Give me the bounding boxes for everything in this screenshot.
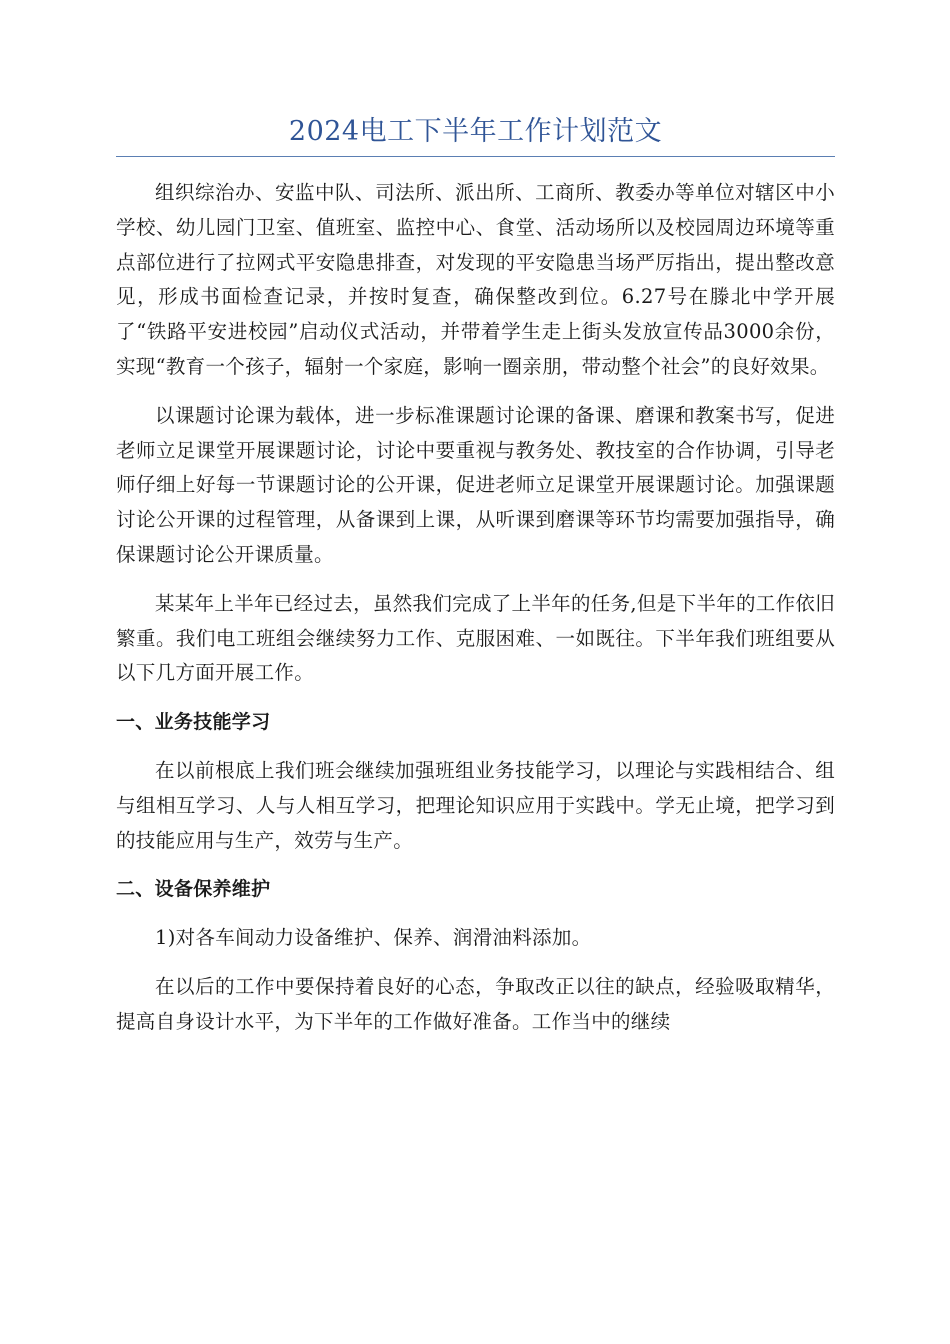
section-heading-maintenance: 二、设备保养维护 [116, 878, 271, 901]
paragraph-skills: 在以前根底上我们班会继续加强班组业务技能学习，以理论与实践相结合、组与组相互学习、人与人相互学习，把理论知识应用于实践中。学无止境，把学习到的技能应用与生产，效劳与生产。 [116, 758, 835, 852]
paragraph-attitude: 在以后的工作中要保持着良好的心态，争取改正以往的缺点，经验吸取精华，提高自身设计水平，为下半年的工作做好准备。工作当中的继续 [116, 974, 835, 1033]
title-block [116, 112, 835, 157]
document-body [116, 176, 835, 1054]
paragraph-maintenance-item: 1)对各车间动力设备维护、保养、润滑油料添加。 [155, 926, 592, 950]
document-title: 2024电工下半年工作计划范文 [288, 116, 663, 147]
paragraph-intro: 某某年上半年已经过去，虽然我们完成了上半年的任务,但是下半年的工作依旧繁重。我们电工班组会继续努力工作、克服困难、一如既往。下半年我们班组要从以下几方面开展工作。 [116, 591, 835, 685]
paragraph-safety-inspection: 组织综治办、安监中队、司法所、派出所、工商所、教委办等单位对辖区中小学校、幼儿园门卫室、值班室、监控中心、食堂、活动场所以及校园周边环境等重点部位进行了拉网式平安隐患排查，对发现的平安隐患当场严厉指出，提出整改意见，形成书面检查记录，并按时复查，确保整改到位。6.27号在滕北中学开展了“铁路平安进校园”启动仪式活动，并带着学生走上街头发放宣传品3000余份，实现“教育一个孩子，辐射一个家庭，影响一圈亲朋，带动整个社会”的良好效果。 [116, 181, 835, 378]
section-heading-skills: 一、业务技能学习 [116, 711, 271, 734]
paragraph-research-lessons: 以课题讨论课为载体，进一步标准课题讨论课的备课、磨课和教案书写，促进老师立足课堂开展课题讨论，讨论中要重视与教务处、教技室的合作协调，引导老师仔细上好每一节课题讨论的公开课，促进老师立足课堂开展课题讨论。加强课题讨论公开课的过程管理，从备课到上课，从听课到磨课等环节均需要加强指导，确保课题讨论公开课质量。 [116, 403, 835, 566]
